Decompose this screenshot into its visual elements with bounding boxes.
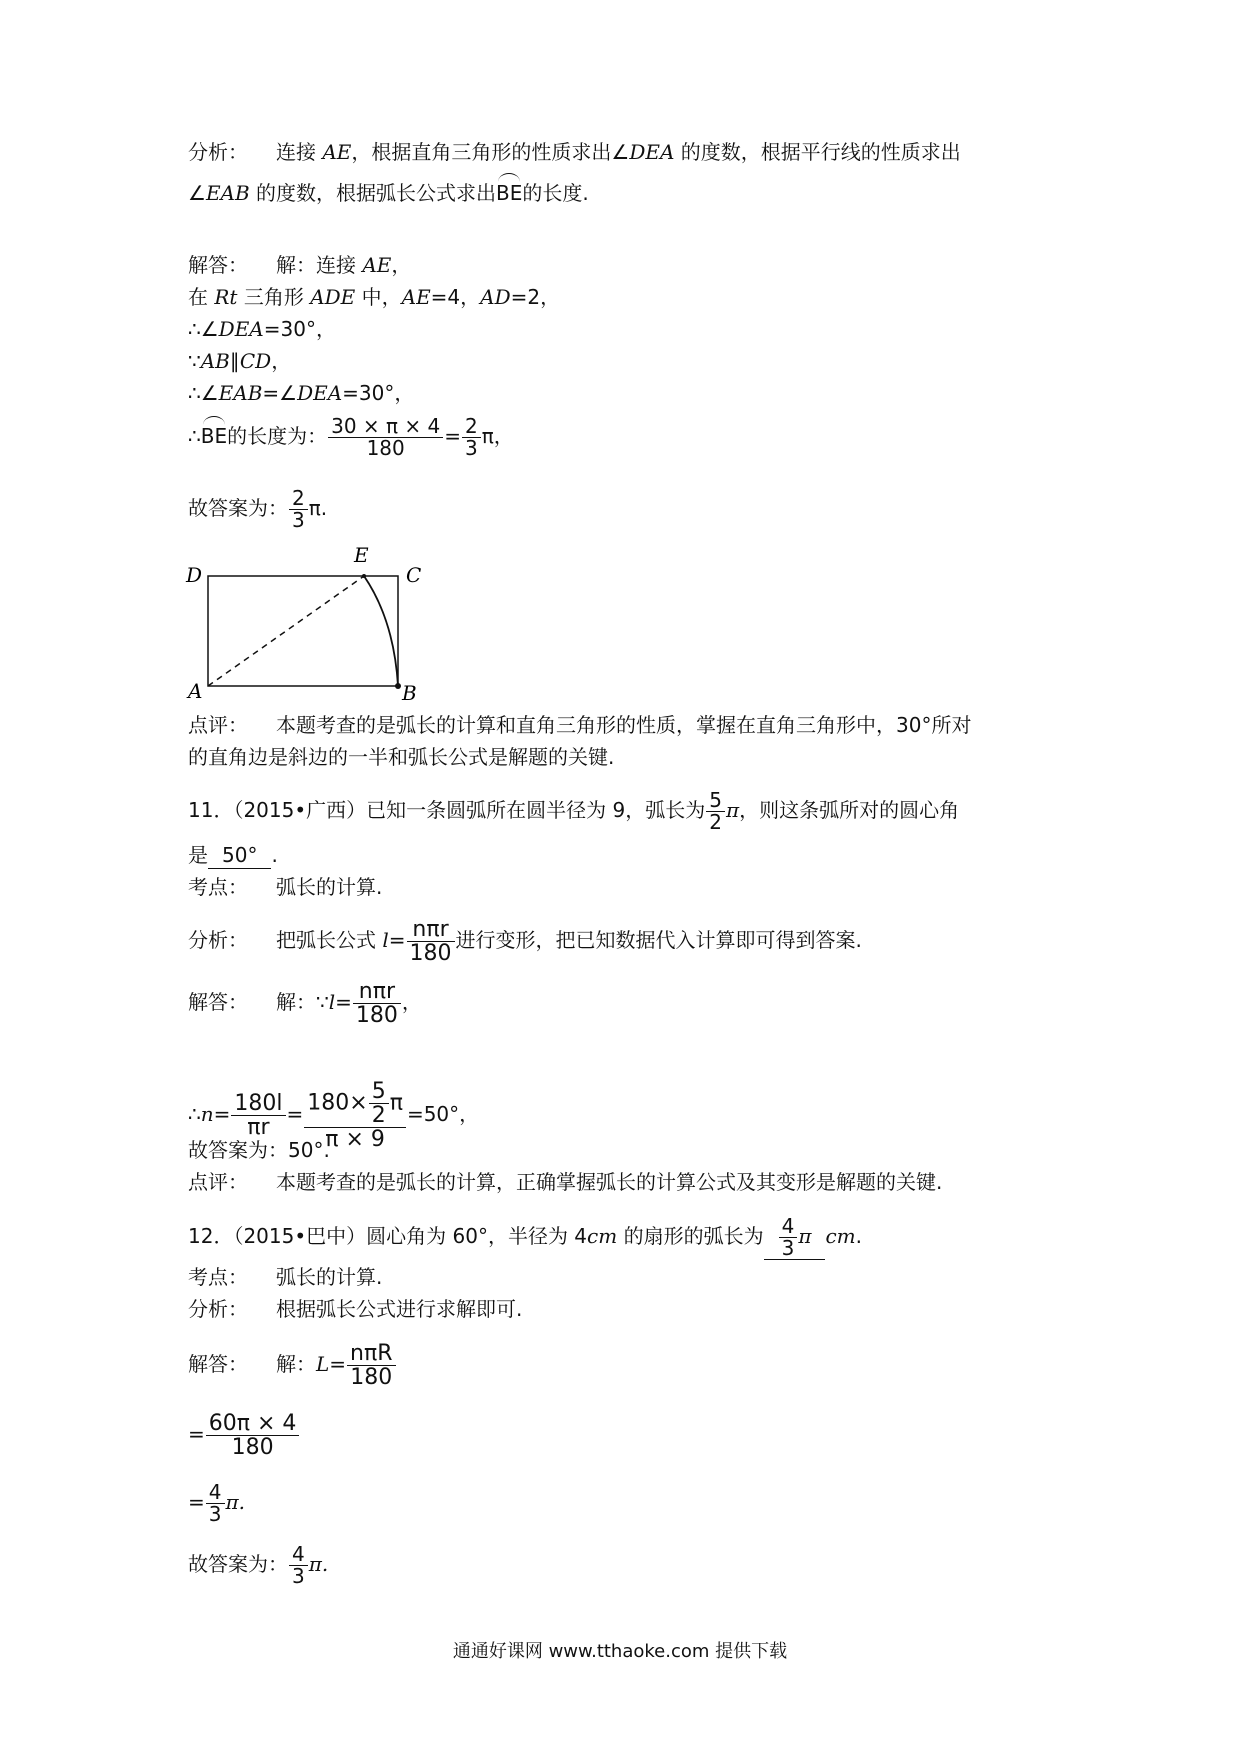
fraction: $\frac{5}{2}$ [706,790,725,833]
fraction: 180× $\frac{5}{2}$ π π × 9 [304,1080,406,1151]
q11-stem-line2: 是 50° . [188,843,278,867]
analysis-label: 分析： [188,1297,248,1321]
solution-label: 解答： [188,1352,248,1377]
label-c: C [406,563,422,587]
kp-label: 考点： [188,875,248,899]
rectangle-abcd [208,576,398,686]
q12-analysis: 分析： 根据弧长公式进行求解即可. [188,1297,523,1321]
q11-solution-line1: 解答： 解：∵l= $\frac{\text{nπr}}{180}$ ， [188,979,422,1029]
fraction: $\frac{\text{nπr}}{180}$ [407,918,455,965]
answer-blank: 50° [208,842,271,869]
q12-solution-line1: 解答： 解：L= $\frac{\text{nπR}}{180}$ [188,1342,397,1389]
q10-analysis-line1: 分析： 连接 AE，根据直角三角形的性质求出∠DEA 的度数，根据平行线的性质求出 [188,140,961,164]
fraction: $\frac{60\pi \times 4}{180}$ [206,1412,300,1459]
fraction: $\frac{\text{nπR}}{180}$ [347,1342,395,1389]
arc-be: BE [496,181,523,205]
label-d: D [186,563,203,587]
q11-stem-line1: 11．（2015•广西）已知一条圆弧所在圆半径为 9，弧长为 $\frac{5}{2}$ π，则这条弧所对的圆心角 [188,788,960,834]
fraction: $\frac{4}{3}$ [289,1544,308,1587]
label-a: A [188,679,203,700]
arc-be-curve [364,576,398,686]
page-footer: 通通好课网 www.tthaoke.com 提供下载 [452,1641,788,1662]
q11-answer: 故答案为：50°. [188,1138,330,1162]
q10-solution-line2: 在 Rt 三角形 ADE 中，AE=4，AD=2， [188,285,561,309]
rectangle-arc-figure [180,540,440,700]
analysis-label: 分析： [188,140,248,164]
answer-blank: $\frac{4}{3}$ π [764,1216,826,1260]
q12-solution-line2: = $\frac{60\pi \times 4}{180}$ [188,1412,300,1459]
q10-solution-line6: ∴BE的长度为： $\frac{30 \times \pi \times 4}{180}$ = $\frac{2}{3}$ π， [188,414,514,460]
q10-answer: 故答案为： $\frac{2}{3}$ π. [188,486,328,532]
point-e [362,574,366,578]
kp-label: 考点： [188,1265,248,1289]
comment-label: 点评： [188,713,248,737]
fraction: $\frac{\text{nπr}}{180}$ [353,980,401,1027]
q11-comment: 点评： 本题考查的是弧长的计算，正确掌握弧长的计算公式及其变形是解题的关键. [188,1170,943,1194]
q10-solution-line3: ∴∠DEA=30°， [188,317,336,341]
solution-label: 解答： [188,990,248,1015]
fraction: $\frac{2}{3}$ [289,488,308,531]
q10-solution-line4: ∵AB∥CD， [188,349,292,373]
fraction: $\frac{30 \times \pi \times 4}{180}$ [328,416,443,459]
q11-knowledge-point: 考点： 弧长的计算. [188,875,383,899]
fraction: $\frac{4}{3}$ [779,1216,798,1259]
label-b: B [402,681,417,700]
fraction: $\frac{180l}{\pi r}$ [231,1092,285,1139]
q10-solution-line5: ∴∠EAB=∠DEA=30°， [188,381,415,405]
point-b [395,683,401,689]
q12-solution-line3: = $\frac{4}{3}$ π. [188,1480,246,1526]
analysis-label: 分析： [188,928,248,953]
q10-comment-line1: 点评： 本题考查的是弧长的计算和直角三角形的性质，掌握在直角三角形中，30°所对 [188,713,972,737]
q10-comment-line2: 的直角边是斜边的一半和弧长公式是解题的关键. [188,745,615,769]
fraction: $\frac{4}{3}$ [206,1482,225,1525]
fraction: $\frac{5}{2}$ [369,1080,389,1127]
q12-knowledge-point: 考点： 弧长的计算. [188,1265,383,1289]
label-e: E [354,543,369,567]
q12-stem: 12．（2015•巴中）圆心角为 60°，半径为 4cm 的扇形的弧长为 $\frac{4}{3}$ π cm. [188,1214,862,1260]
fraction: $\frac{2}{3}$ [462,416,481,459]
q10-analysis-line2: ∠EAB 的度数，根据弧长公式求出BE的长度. [188,181,589,205]
q11-solution-line2: ∴n= $\frac{180l}{\pi r}$ = 180× $\frac{5}{2}$ π π × 9 =50°， [188,1079,480,1153]
q10-solution-line1: 解答： 解：连接 AE， [188,253,412,277]
comment-label: 点评： [188,1170,248,1194]
segment-ae [208,576,364,686]
solution-label: 解答： [188,253,248,277]
arc-be: BE [200,424,228,448]
q11-analysis: 分析： 把弧长公式 l= $\frac{\text{nπr}}{180}$ 进行变形，把已知数据代入计算即可得到答案. [188,917,862,967]
q12-answer: 故答案为： $\frac{4}{3}$ π. [188,1542,329,1588]
